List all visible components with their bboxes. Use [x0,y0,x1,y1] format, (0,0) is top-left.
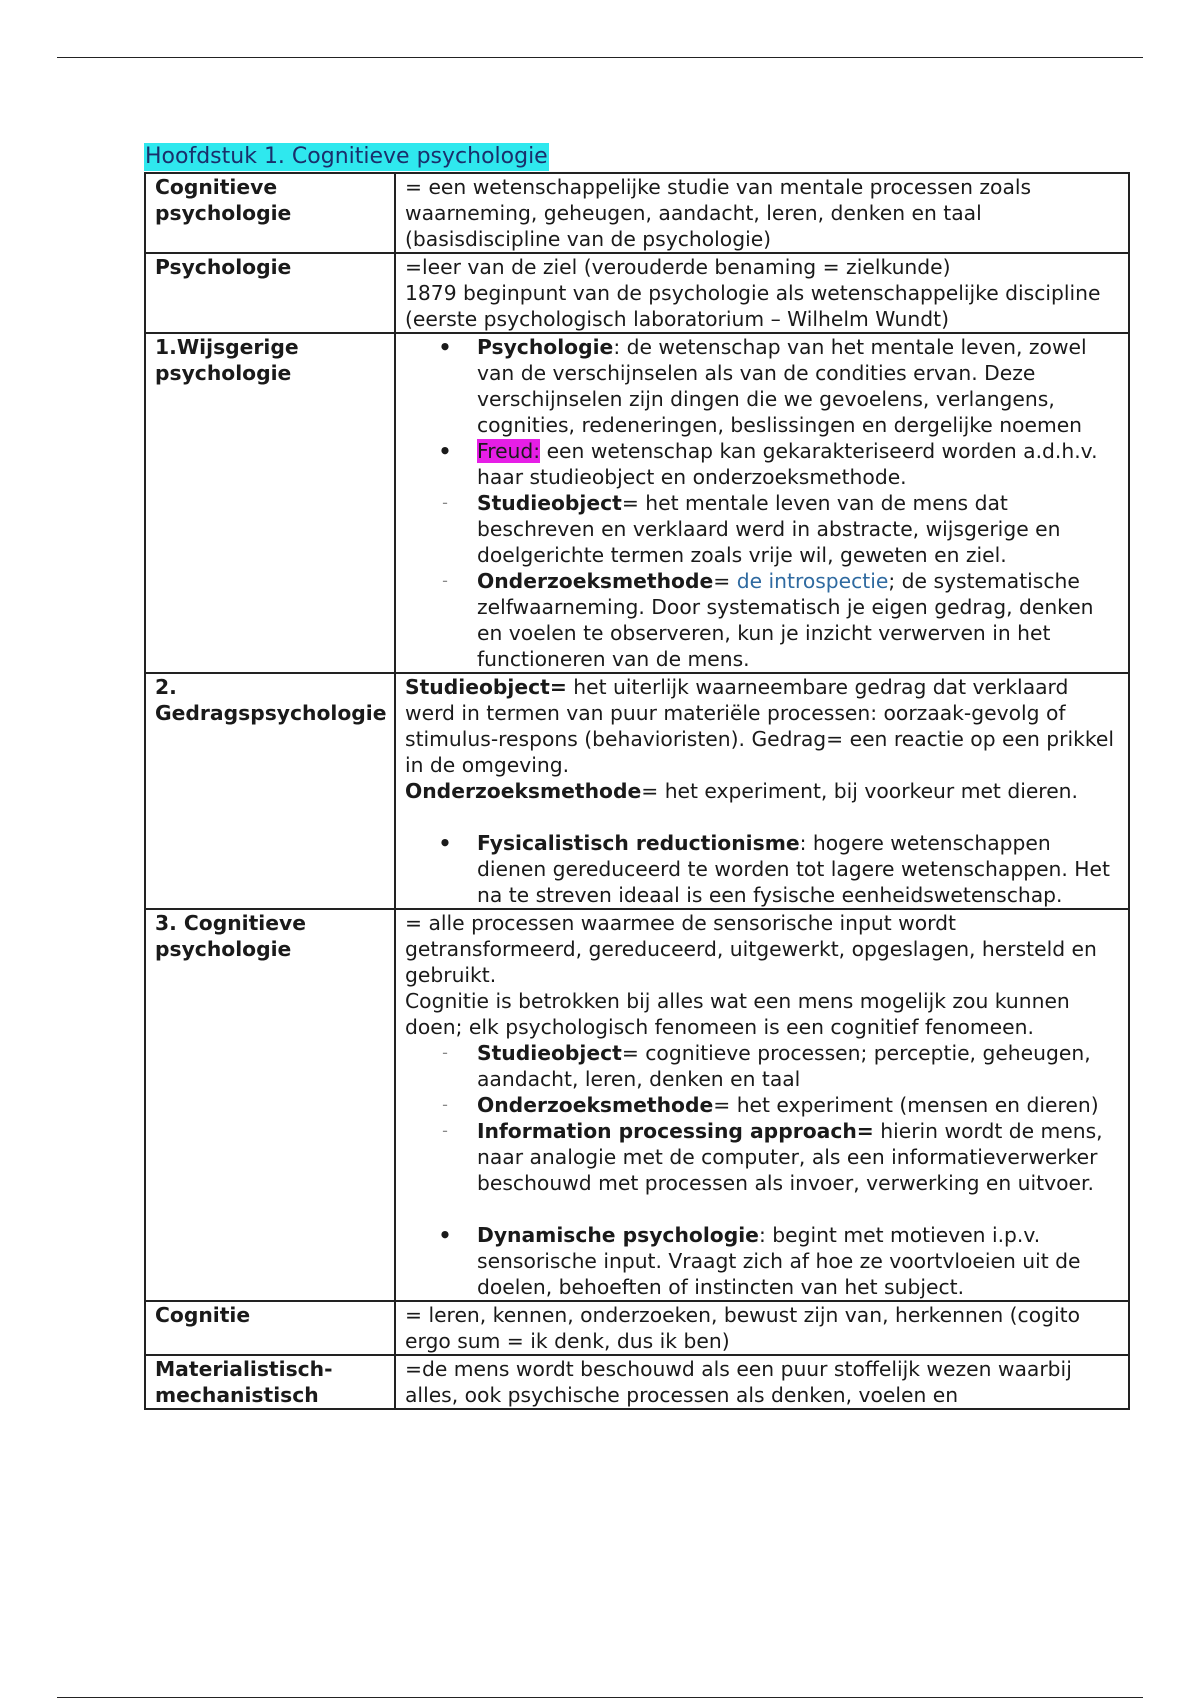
definition-cell [395,673,1129,909]
list-item [405,830,1120,908]
definition-cell [395,253,1129,333]
definition-line [405,674,1120,778]
list-item-text: ; de systematische zelfwaarneming. Door systematisch je eigen gedrag, denken en voelen te observeren, kun je inzicht verwerven in het functioneren van de mens. [477,569,1094,671]
bullet-icon: • [438,1223,452,1247]
definition-cell [395,333,1129,673]
keyword: Onderzoeksmethode [405,779,642,803]
list-item-text: = [713,569,737,593]
list-item [405,438,1120,490]
table-row [145,173,1129,253]
keyword: Onderzoeksmethode [477,569,714,593]
definition-line: Cognitie is betrokken bij alles wat een mens mogelijk zou kunnen doen; elk psychologisch fenomeen is een cognitief fenomeen. [405,989,1070,1039]
definition-cell: =de mens wordt beschouwd als een puur stoffelijk wezen waarbij alles, ook psychische processen als denken, voelen en [395,1355,1129,1409]
definition-list [405,1040,1120,1196]
term-cell: Cognitie [145,1301,395,1355]
list-item-text: : begint met motieven i.p.v. sensorische input. Vraagt zich af hoe ze voortvloeien uit de doelen, behoeften of instincten van het subject. [477,1223,1081,1299]
list-item [405,1040,1120,1092]
dash-icon: - [442,493,448,512]
list-item [405,568,1120,672]
bullet-icon: • [438,335,452,359]
highlighted-name: Freud: [477,439,541,463]
definition-cell: = leren, kennen, onderzoeken, bewust zijn van, herkennen (cogito ergo sum = ik denk, dus ik ben) [395,1301,1129,1355]
footer-rule [57,1697,1143,1698]
definition-cell [395,909,1129,1301]
list-item-text: : hogere wetenschappen dienen gereduceerd te worden tot lagere wetenschappen. Het na te streven ideaal is een fysische eenheidswetenschap. [477,831,1110,907]
table-row [145,253,1129,333]
keyword: Dynamische psychologie [477,1223,759,1247]
term-cell: 3. Cognitieve psychologie [145,909,395,1301]
definition-cell: = een wetenschappelijke studie van mentale processen zoals waarneming, geheugen, aandacht, leren, denken en taal (basisdiscipline van de psychologie) [395,173,1129,253]
list-item-text: hierin wordt de mens, naar analogie met de computer, als een informatieverwerker beschouwd met processen als invoer, verwerking en uitvoer. [477,1119,1103,1195]
keyword: Onderzoeksmethode [477,1093,714,1117]
term-cell: Cognitieve psychologie [145,173,395,253]
definition-text: = het experiment, bij voorkeur met dieren. [641,779,1078,803]
list-item-text: = het mentale leven van de mens dat beschreven en verklaard werd in abstracte, wijsgerige en doelgerichte termen zoals vrije wil, geweten en ziel. [477,491,1061,567]
bullet-icon: • [438,439,452,463]
table-row [145,1355,1129,1409]
table-row [145,1301,1129,1355]
definition-list [405,334,1120,672]
definition-line: 1879 beginpunt van de psychologie als wetenschappelijke discipline (eerste psychologisch laboratorium – Wilhelm Wundt) [405,281,1101,331]
dash-icon: - [442,1095,448,1114]
list-item [405,490,1120,568]
definition-line [405,778,1120,804]
list-item [405,1222,1120,1300]
table-row [145,909,1129,1301]
definition-list [405,1222,1120,1300]
spacer [405,1196,1120,1222]
definition-list [405,830,1120,908]
list-item-text: = het experiment (mensen en dieren) [713,1093,1099,1117]
list-item-text: een wetenschap kan gekarakteriseerd worden a.d.h.v. haar studieobject en onderzoeksmethode. [477,439,1098,489]
definition-line: = alle processen waarmee de sensorische input wordt getransformeerd, gereduceerd, uitgewerkt, opgeslagen, hersteld en gebruikt. [405,911,1097,987]
term-cell: Materialistisch-mechanistisch [145,1355,395,1409]
list-item-text: = cognitieve processen; perceptie, geheugen, aandacht, leren, denken en taal [477,1041,1091,1091]
keyword: Information processing approach= [477,1119,874,1143]
keyword: Studieobject [477,491,622,515]
definitions-table [144,172,1130,1410]
table-row [145,333,1129,673]
list-item-text: : de wetenschap van het mentale leven, zowel van de verschijnselen als van de condities ervan. Deze verschijnselen zijn dingen die we gevoelens, verlangens, cognities, redeneringen, beslissingen en dergelijke noemen [477,335,1087,437]
chapter-heading: Hoofdstuk 1. Cognitieve psychologie [145,144,548,169]
term-cell: Psychologie [145,253,395,333]
bullet-icon: • [438,831,452,855]
term-cell: 1.Wijsgerige psychologie [145,333,395,673]
list-item [405,1118,1120,1196]
introspection-link[interactable]: de introspectie [736,569,889,593]
keyword: Studieobject= [405,675,567,699]
spacer [405,804,1120,830]
keyword: Psychologie [477,335,614,359]
keyword: Studieobject [477,1041,622,1065]
keyword: Fysicalistisch reductionisme [477,831,800,855]
header-rule [57,57,1143,58]
dash-icon: - [442,1043,448,1062]
dash-icon: - [442,571,448,590]
term-cell: 2. Gedragspsychologie [145,673,395,909]
list-item [405,1092,1120,1118]
definition-text: het uiterlijk waarneembare gedrag dat verklaard werd in termen van puur materiële processen: oorzaak-gevolg of stimulus-respons (behavioristen). Gedrag= een reactie op een prikkel in de omgeving. [405,675,1115,777]
definition-line: =leer van de ziel (verouderde benaming = zielkunde) [405,255,951,279]
table-row [145,673,1129,909]
dash-icon: - [442,1121,448,1140]
list-item [405,334,1120,438]
